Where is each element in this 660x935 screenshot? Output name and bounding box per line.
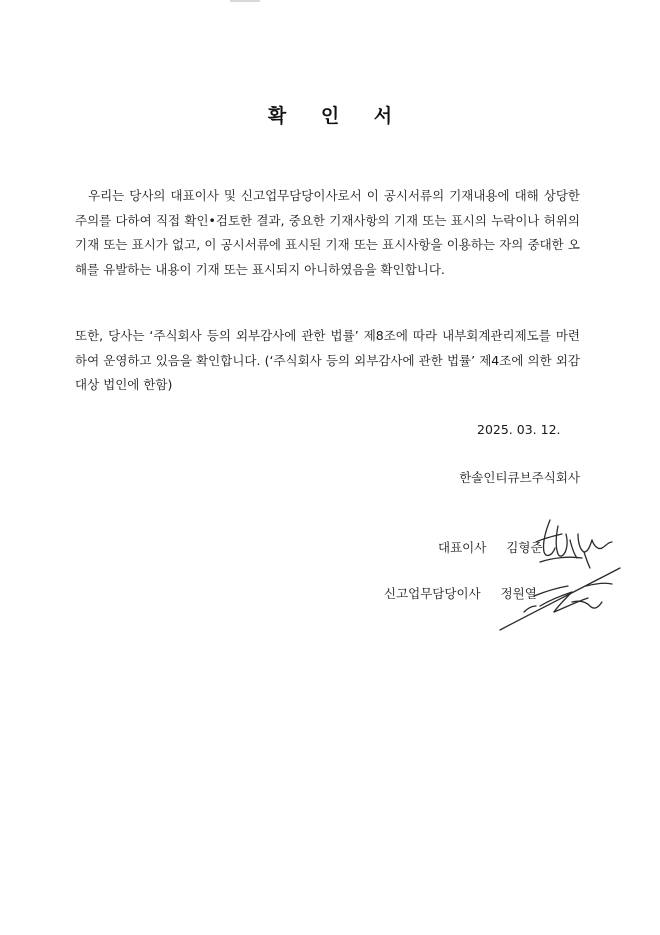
signatory-disclosure-officer (384, 584, 537, 602)
confirmation-paragraph: 우리는 당사의 대표이사 및 신고업무담당이사로서 이 공시서류의 기재내용에 대해 상당한 주의를 다하여 직접 확인•검토한 결과, 중요한 기재사항의 기재 또는 표시의 누락이나 허위의 기재 또는 표시가 없고, 이 공시서류에 표시된 기재 또는 표시사항을 이용하는 자의 중대한 오해를 유발하는 내용이 기재 또는 표시되지 아니하였음을 확인합니다. (75, 188, 580, 277)
internal-control-paragraph: 또한, 당사는 ‘주식회사 등의 외부감사에 관한 법률’ 제8조에 따라 내부회계관리제도를 마련하여 운영하고 있음을 확인합니다. (‘주식회사 등의 외부감사에 관한 법률’ 제4조에 의한 외감대상 법인에 한함) (75, 328, 580, 392)
signatory-name: 정원열 (500, 586, 537, 601)
company-name: 한솔인티큐브주식회사 (459, 470, 580, 485)
signatory-name: 김형준 (506, 540, 543, 555)
signatory-role: 신고업무담당이사 (384, 586, 481, 601)
document-date: 2025. 03. 12. (477, 422, 561, 437)
signatory-role: 대표이사 (438, 540, 487, 555)
document-title: 확 인 서 (267, 105, 407, 127)
scan-mark (230, 0, 260, 2)
signatory-ceo (438, 538, 543, 556)
